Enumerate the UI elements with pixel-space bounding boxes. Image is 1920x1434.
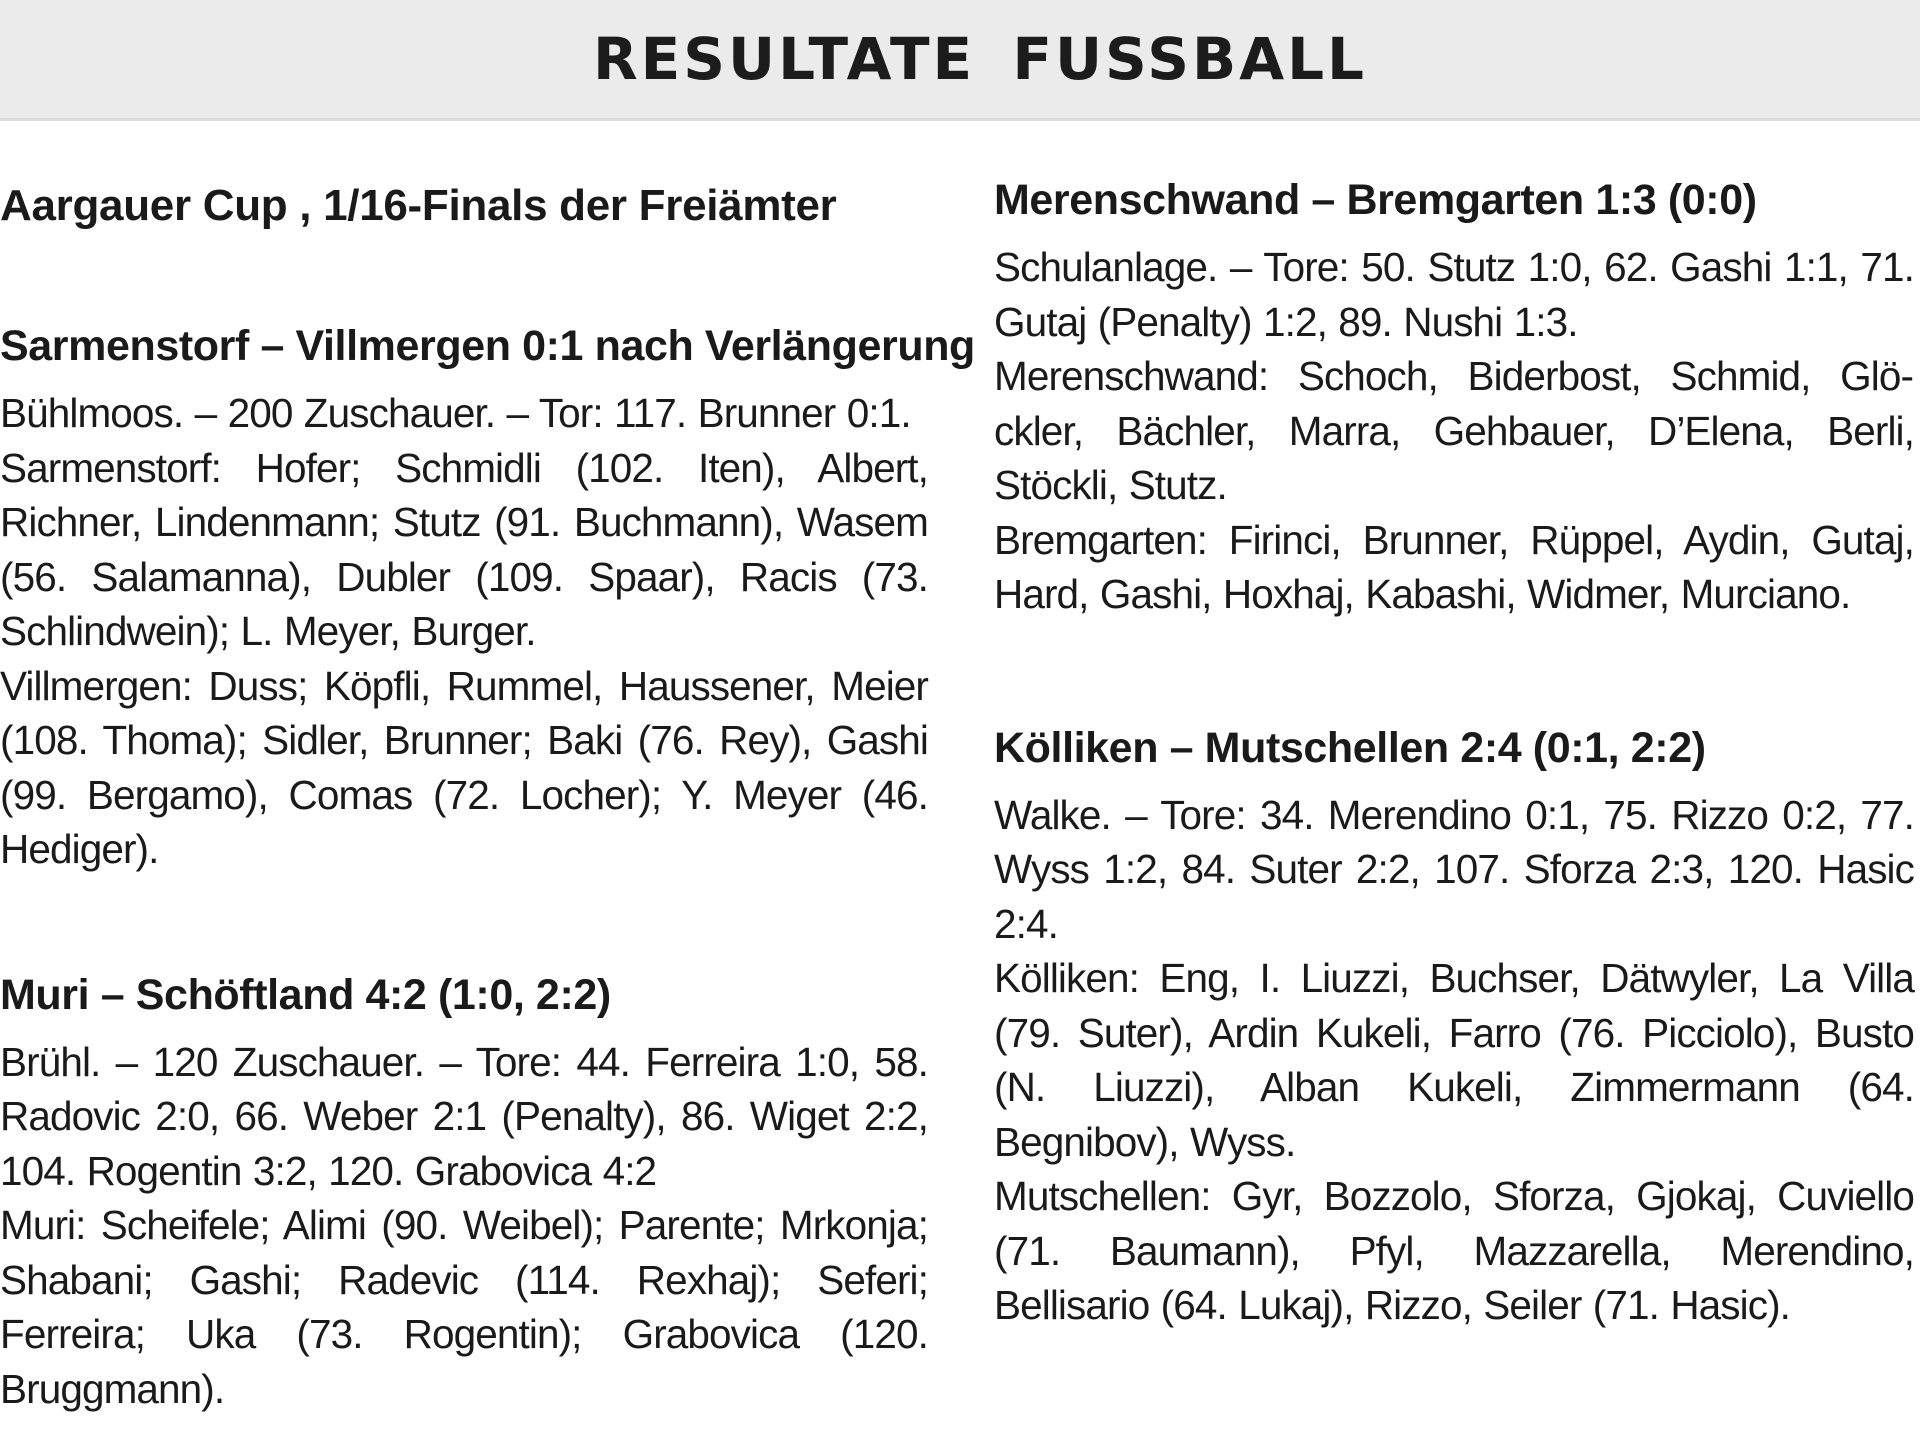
lineup-away: Mutschellen: Gyr, Bozzolo, Sforza, Gjokaj, Cuviello (71. Baumann), Pfyl, Mazzarella, Merendino, Bellisario (64. Lukaj), Rizzo, Seiler (71. Hasic). [994,1173,1914,1328]
lineup-away: Bremgarten: Firinci, Brunner, Rüppel, Aydin, Gutaj, Hard, Gashi, Hoxhaj, Kabashi, Widmer, Murciano. [994,516,1914,617]
right-column [994,172,1914,1333]
lineup-home: Sarmenstorf: Hofer; Schmidli (102. Iten), Albert, Richner, Lindenmann; Stutz (91. Buchmann), Wasem (56. Salamanna), Dubler (109. Spaar), Racis (73. Schlindwein); L. Meyer, Burger. [0,444,928,654]
page-title: RESULTATE FUSSBALL [593,25,1367,93]
left-column [0,170,975,1416]
match-summary: Walke. – Tore: 34. Merendino 0:1, 75. Rizzo 0:2, 77. Wyss 1:2, 84. Suter 2:2, 107. Sforza 2:3, 120. Hasic 2:4. [994,791,1914,947]
header-banner [0,0,1920,121]
lineup-home: Muri: Scheifele; Alimi (90. Weibel); Parente; Mrkonja; Shabani; Gashi; Radevic (114. Rexhaj); Seferi; Ferreira; Uka (73. Rogentin); Grabovica (120. Bruggmann). [0,1202,928,1412]
spacer [994,622,1914,720]
match-title: Kölliken – Mutschellen 2:4 (0:1, 2:2) [994,723,1706,772]
match-title: Merenschwand – Bremgarten 1:3 (0:0) [994,176,1757,224]
spacer [0,877,928,967]
match-title: Muri – Schöftland 4:2 (1:0, 2:2) [0,970,611,1019]
match-summary: Schulanlage. – Tore: 50. Stutz 1:0, 62. Gashi 1:1, 71. Gutaj (Penalty) 1:2, 89. Nushi 1:3. [994,244,1914,345]
lineup-away: Villmergen: Duss; Köpfli, Rummel, Haussener, Meier (108. Thoma); Sidler, Brunner; Baki (76. Rey), Gashi (99. Bergamo), Comas (72. Locher); Y. Meyer (46. Hediger). [0,662,928,872]
match-report-koelliken-mutschellen [994,720,1914,1333]
match-summary: Brühl. – 120 Zuschauer. – Tore: 44. Ferreira 1:0, 58. Radovic 2:0, 66. Weber 2:1 (Penalty), 86. Wiget 2:2, 104. Rogentin 3:2, 120. Grabovica 4:2 [0,1038,928,1194]
cup-title: Aargauer Cup , 1/16-Finals der Freiämter [0,181,837,230]
match-title: Sarmenstorf – Villmergen 0:1 nach Verlängerung [0,322,975,370]
spacer [0,234,928,318]
match-report-sarmenstorf-villmergen [0,318,975,877]
lineup-home: Merenschwand: Schoch, Biderbost, Schmid, Glöckler, Bächler, Marra, Gehbauer, D’Elena, Berli, Stöckli, Stutz. [994,353,1914,508]
match-summary: Bühlmoos. – 200 Zuschauer. – Tor: 117. Brunner 0:1. [0,390,911,436]
match-report-merenschwand-bremgarten [994,172,1914,622]
lineup-home: Kölliken: Eng, I. Liuzzi, Buchser, Dätwyler, La Villa (79. Suter), Ardin Kukeli, Farro (76. Picciolo), Busto (N. Liuzzi), Alban Kukeli, Zimmermann (64. Begnibov), Wyss. [994,955,1914,1165]
match-report-muri-schoeftland [0,967,928,1417]
